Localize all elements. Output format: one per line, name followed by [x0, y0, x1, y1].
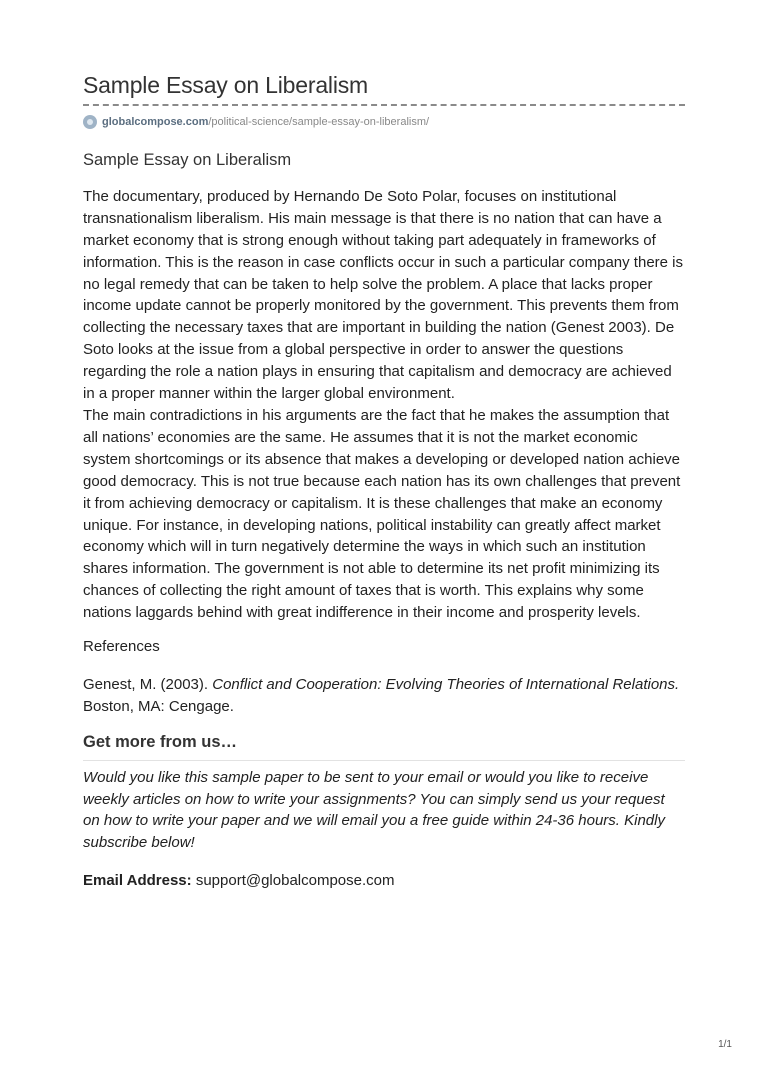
promo-text: Would you like this sample paper to be sent to your email or would you like to receive weekly articles on how to write your assignments? You can simply send us your request on how to write your paper and we will email you a free guide within 24-36 hours. Kindly subscribe below!: [83, 768, 665, 852]
email-address[interactable]: support@globalcompose.com: [195, 872, 395, 890]
article-body: [83, 150, 685, 892]
globe-icon: [83, 115, 97, 129]
title-divider: [83, 104, 685, 106]
source-path[interactable]: /political-science/sample-essay-on-liberalism/: [208, 116, 430, 128]
email-line: [83, 870, 685, 892]
promo-heading: Get more from us…: [83, 732, 685, 761]
email-label: Email Address:: [83, 872, 192, 890]
page-title: Sample Essay on Liberalism: [83, 72, 368, 98]
paragraph: The main contradictions in his arguments are the fact that he makes the assumption that all nations’ economies are the same. He assumes that it is not the market economic system shortcomings or its absence that makes a developing or developed nation achieve good democracy. This is not true because each nation has its own challenges that prevent it from achieving democracy or capitalism. It is these challenges that make an economy unique. For instance, in developing nations, political instability can greatly affect market economy which will in turn negatively determine the ways in which such an institution shares information. The government is not able to determine its net profit minimizing its chances of collecting the right amount of taxes that is worth. This explains why some nations laggards behind with great indifference in their income and prosperity levels.: [83, 406, 681, 622]
references-heading: References: [83, 638, 160, 656]
page-number: 1/1: [718, 1039, 732, 1050]
source-url[interactable]: [83, 114, 429, 130]
reference-publisher: Boston, MA: Cengage.: [83, 697, 234, 715]
references-section: [83, 636, 685, 718]
paragraph: The documentary, produced by Hernando De Soto Polar, focuses on institutional transnationalism liberalism. His main message is that there is no nation that can have a market economy that is strong enough without taking part adequately in frameworks of information. This is the reason in case conflicts occur in such a particular company there is no legal remedy that can be taken to help solve the problem. A place that lacks proper income update cannot be properly monitored by the government. This prevents them from collecting the necessary taxes that are important in building the nation (Genest 2003). De Soto looks at the issue from a global perspective in order to answer the questions regarding the role a nation plays in ensuring that capitalism and democracy are achieved in a proper manner within the larger global environment.: [83, 187, 683, 403]
article-text: [83, 186, 685, 624]
article-heading: Sample Essay on Liberalism: [83, 151, 292, 169]
promo-section: [83, 732, 685, 892]
reference-title: Conflict and Cooperation: Evolving Theories of International Relations.: [212, 675, 680, 693]
reference-entry: [83, 674, 685, 718]
source-domain[interactable]: globalcompose.com: [102, 116, 209, 128]
reference-author: Genest, M. (2003).: [83, 675, 209, 693]
